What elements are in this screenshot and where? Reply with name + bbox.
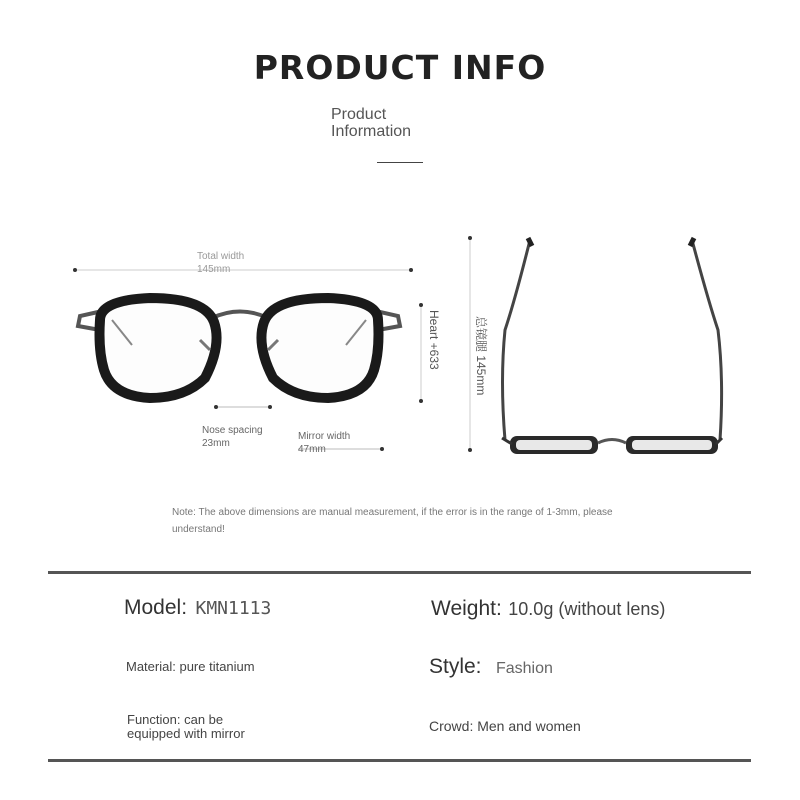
total-width-label [197, 250, 244, 276]
spec-material: Material: pure titanium [126, 659, 255, 674]
total-width-label-text: Total width [197, 251, 245, 262]
heart-dimension-label: Heart +633 [427, 310, 441, 370]
right-lens-rim [261, 298, 378, 398]
specs-bottom-divider [48, 759, 751, 762]
spec-function-line-2: equipped with mirror [127, 726, 245, 741]
mirror-width-label-text: Mirror width [298, 431, 351, 442]
spec-model [124, 596, 271, 620]
spec-weight-value: 10.0g (without lens) [508, 599, 666, 619]
nose-spacing-label-text: Nose spacing [202, 425, 263, 436]
nose-spacing-value: 23mm [202, 438, 230, 449]
glasses-top-view [502, 238, 722, 454]
bridge [212, 312, 268, 319]
temple-length-dimension-line [468, 236, 472, 452]
spec-model-value: KMN1113 [195, 598, 272, 619]
mirror-width-value: 47mm [298, 444, 326, 455]
spec-function [127, 713, 245, 741]
mirror-width-label [298, 430, 350, 456]
nose-spacing-dimension-line [214, 405, 272, 409]
spec-crowd: Crowd: Men and women [429, 718, 581, 734]
spec-model-label: Model: [124, 596, 188, 619]
note-line-2: understand! [172, 524, 225, 535]
top-view-bridge [598, 440, 626, 444]
spec-style-value: Fashion [495, 660, 553, 677]
temple-length-label: 总镜腿 145mm [474, 316, 488, 396]
spec-style [429, 655, 553, 679]
top-view-right-temple [692, 240, 722, 440]
spec-weight [431, 597, 665, 621]
nose-spacing-label [202, 424, 263, 450]
measurement-note [172, 504, 652, 538]
note-line-1: Note: The above dimensions are manual measurement, if the error is in the range of 1-3mm, please [172, 507, 613, 518]
heart-dimension-line [419, 303, 423, 403]
specs-top-divider [48, 571, 751, 574]
left-lens-rim [100, 298, 217, 398]
spec-weight-label: Weight: [431, 597, 502, 620]
subtitle-line-2: Information [331, 123, 412, 140]
spec-function-line-1: Function: can be [127, 712, 224, 727]
spec-style-label: Style: [429, 655, 482, 678]
subtitle-line-1: Product [331, 106, 387, 123]
total-width-value: 145mm [197, 264, 231, 275]
page-title: PRODUCT INFO [253, 48, 547, 87]
top-view-left-temple [503, 240, 531, 440]
